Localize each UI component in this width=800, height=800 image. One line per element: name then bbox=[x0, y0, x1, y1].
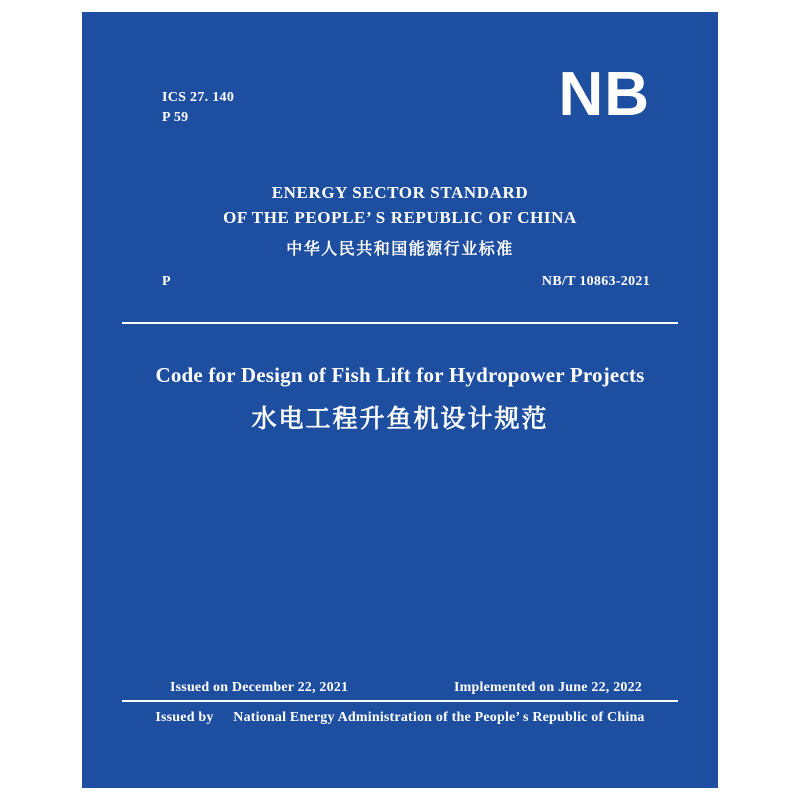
category-letter: P bbox=[162, 274, 171, 289]
document-title bbox=[122, 360, 678, 436]
divider-bottom bbox=[122, 700, 678, 702]
divider-top bbox=[122, 322, 678, 324]
standard-number: NB/T 10863-2021 bbox=[541, 274, 650, 289]
code-row bbox=[162, 274, 650, 290]
issued-by-label: Issued by bbox=[155, 710, 214, 725]
issuer-row bbox=[122, 710, 678, 726]
issued-date: Issued on December 22, 2021 bbox=[170, 680, 349, 695]
classification-code: P 59 bbox=[162, 110, 189, 125]
document-title-chinese: 水电工程升鱼机设计规范 bbox=[251, 404, 549, 433]
ics-code: ICS 27. 140 bbox=[162, 90, 235, 105]
issuer-name: National Energy Administration of the People’ s Republic of China bbox=[233, 710, 645, 725]
standard-heading-line1: ENERGY SECTOR STANDARD bbox=[271, 183, 529, 202]
standard-heading bbox=[82, 180, 718, 260]
document-title-english: Code for Design of Fish Lift for Hydropower Projects bbox=[155, 363, 645, 387]
implemented-date: Implemented on June 22, 2022 bbox=[454, 680, 642, 695]
standard-cover bbox=[82, 12, 718, 788]
dates-row bbox=[170, 680, 642, 696]
nb-logo: NB bbox=[558, 60, 650, 129]
ics-block bbox=[162, 88, 234, 128]
standard-heading-chinese: 中华人民共和国能源行业标准 bbox=[286, 239, 514, 258]
standard-heading-line2: OF THE PEOPLE’ S REPUBLIC OF CHINA bbox=[223, 208, 577, 227]
